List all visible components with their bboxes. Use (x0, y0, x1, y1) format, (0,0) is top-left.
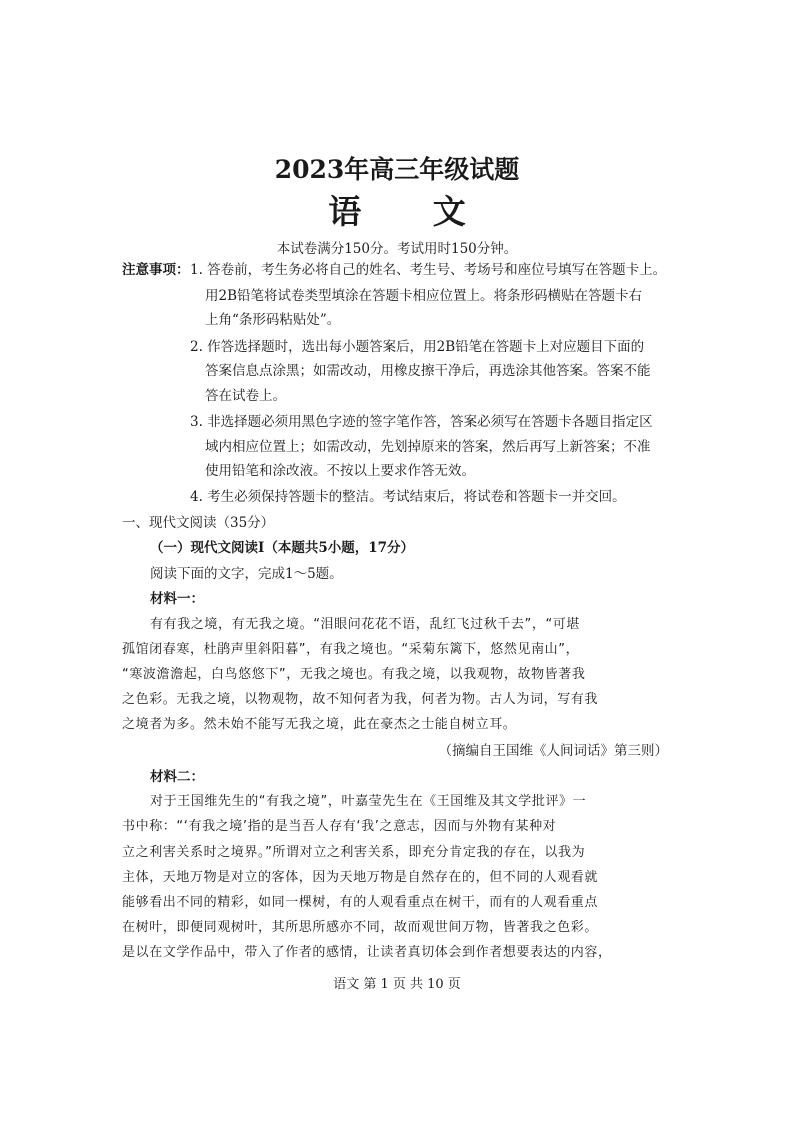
notice-line: 4. 考生必须保持答题卡的整洁。考试结束后，将试卷和答题卡一并交回。 (190, 489, 626, 505)
material-line: 孤馆闭春寒，杜鹃声里斜阳暮”，有我之境也。“采菊东篱下，悠然见南山”， (122, 642, 580, 657)
notice-line: 域内相应位置上；如需改动，先划掉原来的答案，然后再写上新答案；不准 (205, 439, 651, 455)
notice-line: 使用铅笔和涂改液。不按以上要求作答无效。 (205, 463, 475, 479)
sub-section-heading: （一）现代文阅读Ⅰ（本题共5小题，17分） (150, 540, 414, 556)
section-heading: 一、现代文阅读（35分） (122, 515, 275, 531)
material-line: 主体，天地万物是对立的客体，因为天地万物是自然存在的，但不同的人观看就 (122, 870, 599, 885)
page-footer: 语文 第 1 页 共 10 页 (333, 977, 461, 992)
material-line: 在树叶，即便同观树叶，其所思所感亦不同，故而观世间万物，皆著我之色彩。 (122, 920, 599, 935)
material-line: 有有我之境，有无我之境。“泪眼问花花不语，乱红飞过秋千去”，“可堪 (150, 617, 581, 632)
notice-label: 注意事项： (122, 262, 190, 278)
material-line: 能够看出不同的精彩，如同一棵树，有的人观看重点在树干，而有的人观看重点 (122, 895, 599, 910)
reading-instruction: 阅读下面的文字，完成1～5题。 (150, 566, 343, 582)
notice-line: 用2B铅笔将试卷类型填涂在答题卡相应位置上。将条形码横贴在答题卡右 (205, 288, 643, 304)
material-label: 材料一： (150, 591, 204, 607)
material-line: 是以在文学作品中，带入了作者的感情，让读者真切体会到作者想要表达的内容， (122, 945, 612, 960)
material-line: 之色彩。无我之境，以物观物，故不知何者为我，何者为物。古人为词，写有我 (122, 692, 599, 707)
notice-line: 答在试卷上。 (205, 388, 286, 404)
material-label: 材料二： (150, 769, 204, 785)
material-line: 立之利害关系时之境界。”所谓对立之利害关系，即充分肯定我的存在，以我为 (122, 845, 586, 860)
material-line: “寒波澹澹起，白鸟悠悠下”，无我之境也。有我之境，以我观物，故物皆著我 (122, 667, 586, 682)
material-line: 之境者为多。然未始不能写无我之境，此在豪杰之士能自树立耳。 (122, 717, 517, 732)
material-line: 对于王国维先生的“有我之境”，叶嘉莹先生在《王国维及其文学批评》一 (150, 794, 587, 809)
notice-line: 2. 作答选择题时，选出每小题答案后，用2B铅笔在答题卡上对应题目下面的 (190, 339, 645, 355)
subject-title: 语 文 (328, 192, 496, 231)
exam-info: 本试卷满分150分。考试用时150分钟。 (276, 241, 518, 257)
exam-title: 2023年高三年级试题 (274, 155, 520, 184)
material-source: （摘编自王国维《人间词话》第三则） (438, 743, 668, 759)
material-line: 书中称：“‘有我之境’指的是当吾人存有‘我’之意志，因而与外物有某种对 (122, 819, 557, 834)
notice-line: 上角“条形码粘贴处”。 (205, 312, 341, 328)
notice-line: 答案信息点涂黑；如需改动，用橡皮擦干净后，再选涂其他答案。答案不能 (205, 363, 651, 379)
notice-line: 3. 非选择题必须用黑色字迹的签字笔作答，答案必须写在答题卡各题目指定区 (190, 414, 653, 430)
notice-line: 1. 答卷前，考生务必将自己的姓名、考生号、考场号和座位号填写在答题卡上。 (190, 262, 667, 278)
